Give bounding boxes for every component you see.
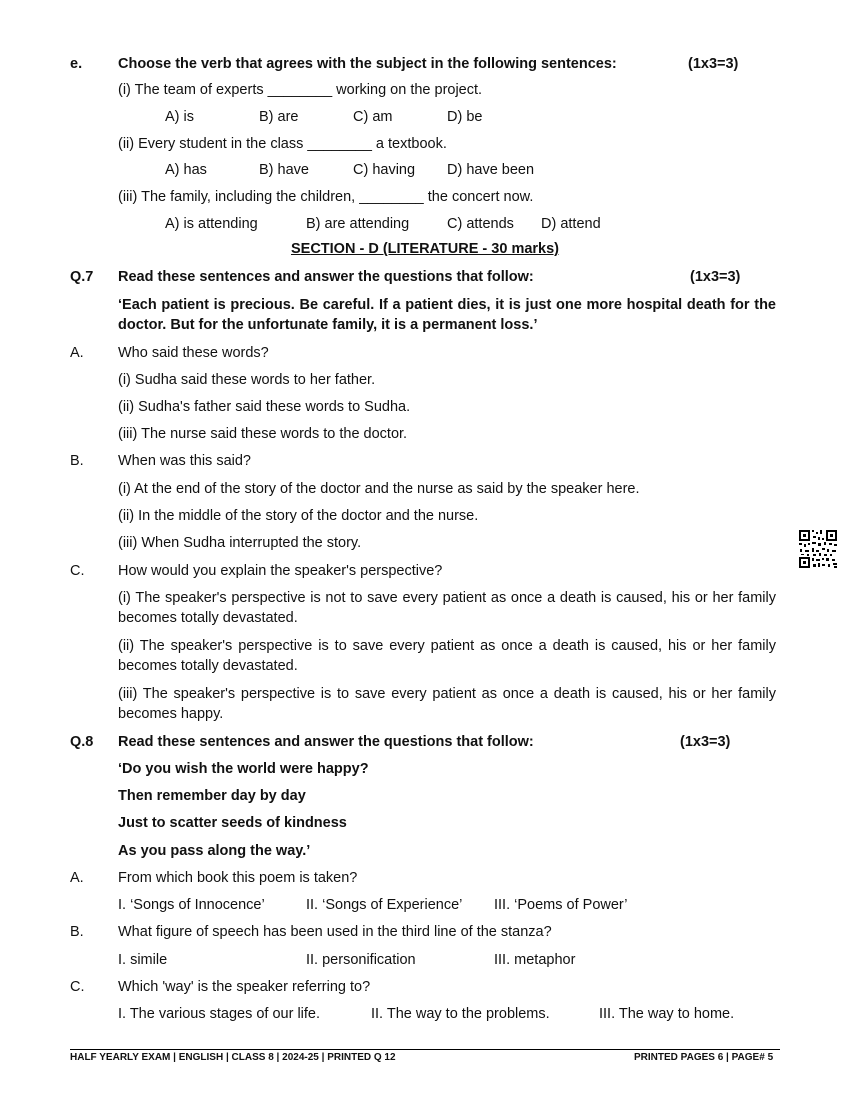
sub-question-label: C. <box>70 979 85 995</box>
option: II. personification <box>306 952 416 968</box>
option: A) is attending <box>165 216 258 232</box>
sub-question-text: How would you explain the speaker's perspective? <box>118 563 443 579</box>
sub-question-text: Which 'way' is the speaker referring to? <box>118 979 371 995</box>
option: III. metaphor <box>494 952 576 968</box>
question-e-prompt: Choose the verb that agrees with the subject in the following sentences: <box>118 56 617 72</box>
option: (ii) The speaker's perspective is to save every patient as once a death is caused, his or her family becomes totally devastated. <box>118 638 776 674</box>
question-8-prompt: Read these sentences and answer the questions that follow: <box>118 734 534 750</box>
option: (iii) The nurse said these words to the doctor. <box>118 426 408 442</box>
option: III. ‘Poems of Power’ <box>494 897 628 913</box>
question-8-marks: (1x3=3) <box>680 734 731 750</box>
option: B) have <box>259 162 309 178</box>
option: I. The various stages of our life. <box>118 1006 321 1022</box>
option: C) having <box>353 162 416 178</box>
question-e-item: (iii) The family, including the children, ________ the concert now. <box>118 189 534 205</box>
option: A) has <box>165 162 207 178</box>
question-e-marks: (1x3=3) <box>688 56 739 72</box>
question-e-item: (i) The team of experts ________ working on the project. <box>118 82 483 98</box>
footer-right: PRINTED PAGES 6 | PAGE# 5 <box>634 1052 774 1063</box>
option: D) attend <box>541 216 601 232</box>
option: I. ‘Songs of Innocence’ <box>118 897 265 913</box>
option: C) attends <box>447 216 514 232</box>
sub-question-label: B. <box>70 924 84 940</box>
option: (iii) The speaker's perspective is to save every patient as once a death is caused, his or her family becomes happy. <box>118 686 776 722</box>
poem-line: Just to scatter seeds of kindness <box>118 815 347 831</box>
option: III. The way to home. <box>599 1006 735 1022</box>
sub-question-label: A. <box>70 345 84 361</box>
sub-question-text: From which book this poem is taken? <box>118 870 358 886</box>
sub-question-text: Who said these words? <box>118 345 269 361</box>
question-8-label: Q.8 <box>70 734 94 750</box>
option: (i) Sudha said these words to her father. <box>118 372 376 388</box>
sub-question-text: When was this said? <box>118 453 251 469</box>
sub-question-label: C. <box>70 563 85 579</box>
question-e-label: e. <box>70 56 83 72</box>
option: II. ‘Songs of Experience’ <box>306 897 463 913</box>
question-7-prompt: Read these sentences and answer the questions that follow: <box>118 269 534 285</box>
option: C) am <box>353 109 393 125</box>
option: (i) At the end of the story of the doctor and the nurse as said by the speaker here. <box>118 481 640 497</box>
qr-code-icon <box>798 529 838 569</box>
option: B) are <box>259 109 299 125</box>
option: (i) The speaker's perspective is not to save every patient as once a death is caused, his or her family becomes totally devastated. <box>118 590 776 626</box>
option: I. simile <box>118 952 168 968</box>
option: (iii) When Sudha interrupted the story. <box>118 535 362 551</box>
poem-line: As you pass along the way.’ <box>118 843 311 859</box>
option: (ii) Sudha's father said these words to Sudha. <box>118 399 411 415</box>
question-e-item: (ii) Every student in the class ________ a textbook. <box>118 136 447 152</box>
option: (ii) In the middle of the story of the doctor and the nurse. <box>118 508 479 524</box>
footer-left: HALF YEARLY EXAM | ENGLISH | CLASS 8 | 2024-25 | PRINTED Q 12 <box>70 1052 396 1063</box>
option: A) is <box>165 109 194 125</box>
option: D) have been <box>447 162 535 178</box>
question-7-marks: (1x3=3) <box>690 269 741 285</box>
poem-line: Then remember day by day <box>118 788 306 804</box>
poem-line: ‘Do you wish the world were happy? <box>118 761 369 777</box>
sub-question-text: What figure of speech has been used in the third line of the stanza? <box>118 924 552 940</box>
section-title: SECTION - D (LITERATURE - 30 marks) <box>290 241 560 257</box>
question-7-label: Q.7 <box>70 269 94 285</box>
sub-question-label: B. <box>70 453 84 469</box>
option: B) are attending <box>306 216 410 232</box>
footer-divider <box>70 1049 780 1050</box>
question-7-extract: ‘Each patient is precious. Be careful. If a patient dies, it is just one more hospital death for the doctor. But for the unfortunate family, it is a permanent loss.’ <box>118 297 776 333</box>
option: D) be <box>447 109 483 125</box>
option: II. The way to the problems. <box>371 1006 550 1022</box>
sub-question-label: A. <box>70 870 84 886</box>
